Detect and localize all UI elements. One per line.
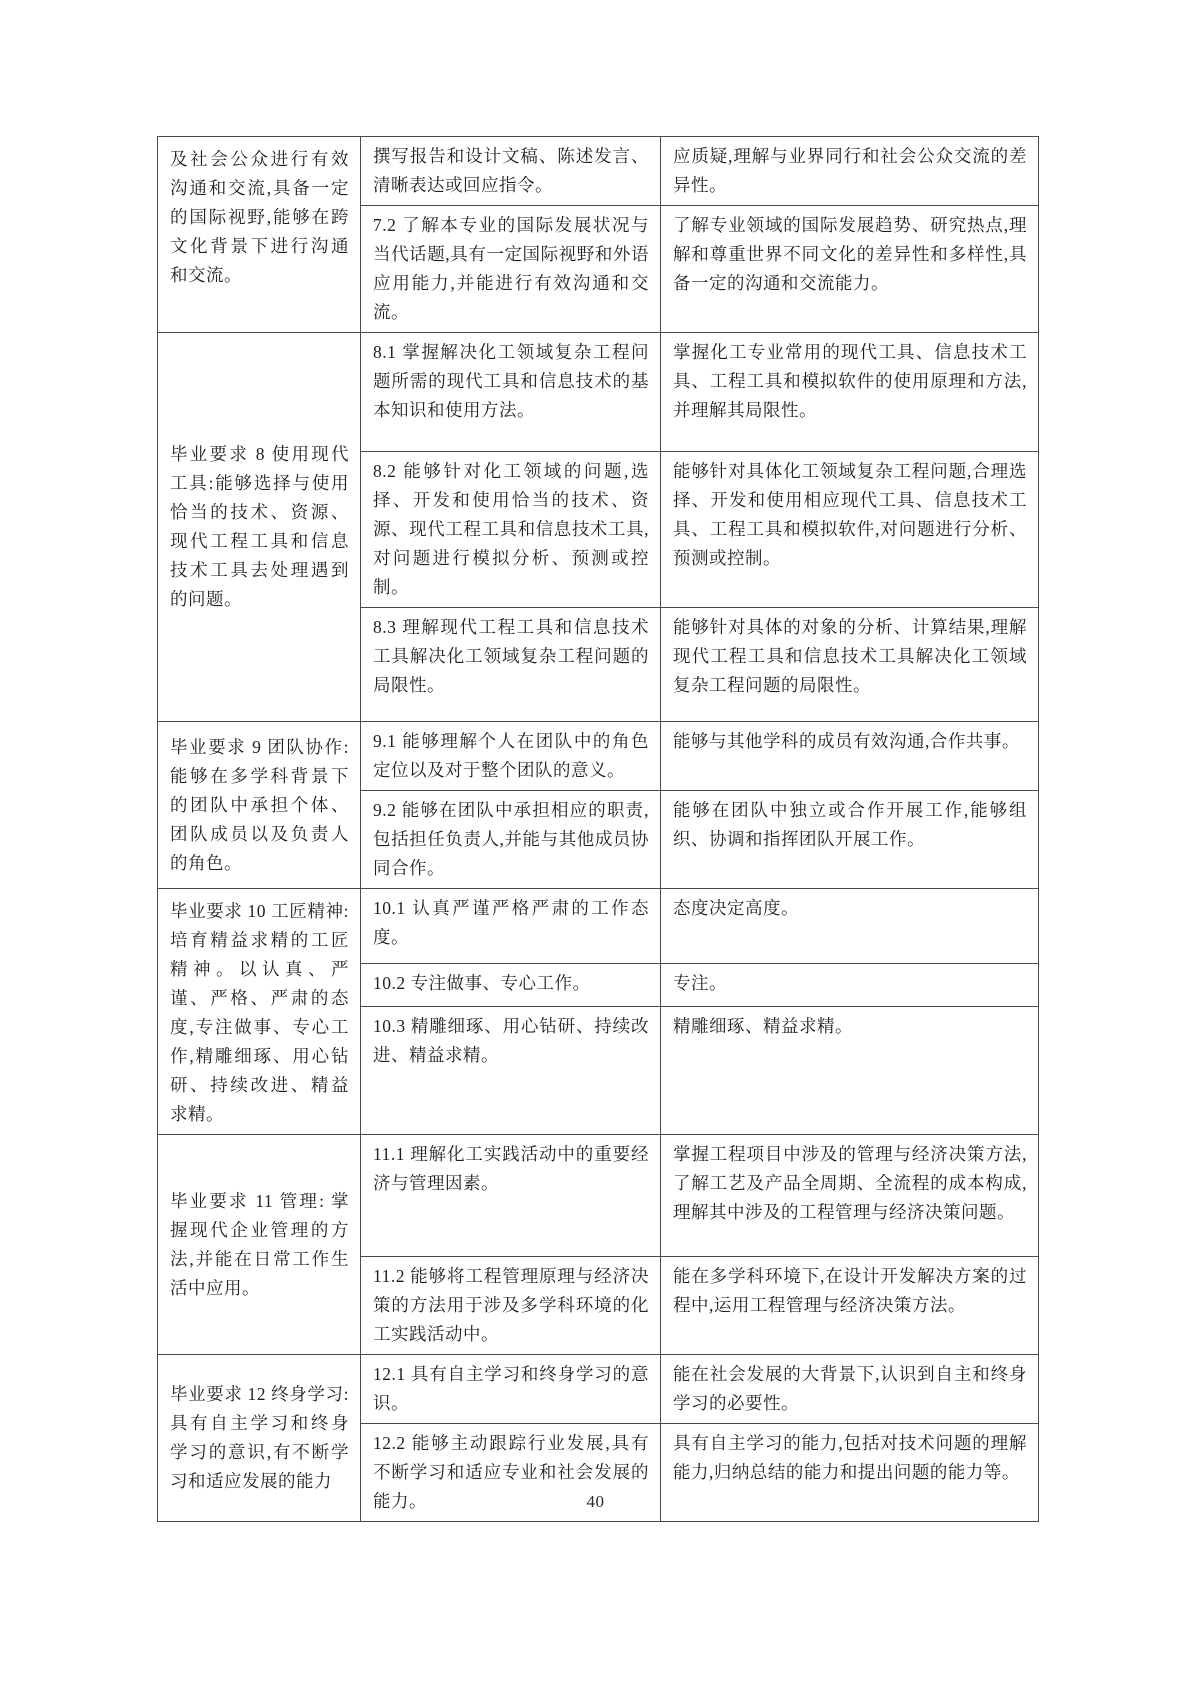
page-number: 40 bbox=[586, 1492, 605, 1511]
indicator-8-2-cell: 8.2 能够针对化工领域的问题,选择、开发和使用恰当的技术、资源、现代工程工具和信息技术工具,对问题进行模拟分析、预测或控制。 bbox=[361, 452, 661, 608]
standard-10-2-cell: 专注。 bbox=[661, 963, 1039, 1006]
indicator-12-1-cell: 12.1 具有自主学习和终身学习的意识。 bbox=[361, 1355, 661, 1424]
requirement-10-cell: 毕业要求 10 工匠精神:培育精益求精的工匠精神。以认真、严谨、严格、严肃的态度,专注做事、专心工作,精雕细琢、用心钻研、持续改进、精益求精。 bbox=[158, 889, 361, 1135]
indicator-10-1-cell: 10.1 认真严谨严格严肃的工作态度。 bbox=[361, 889, 661, 964]
indicator-11-2-cell: 11.2 能够将工程管理原理与经济决策的方法用于涉及多学科环境的化工实践活动中。 bbox=[361, 1257, 661, 1355]
indicator-7-2-cell: 7.2 了解本专业的国际发展状况与当代话题,具有一定国际视野和外语应用能力,并能进行有效沟通和交流。 bbox=[361, 206, 661, 333]
standard-9-1-cell: 能够与其他学科的成员有效沟通,合作共事。 bbox=[661, 722, 1039, 791]
indicator-10-3-cell: 10.3 精雕细琢、用心钻研、持续改进、精益求精。 bbox=[361, 1007, 661, 1135]
indicator-12-2-cell: 12.2 能够主动跟踪行业发展,具有不断学习和适应专业和社会发展的能力。 bbox=[361, 1424, 661, 1522]
requirement-7-cell: 及社会公众进行有效沟通和交流,具备一定的国际视野,能够在跨文化背景下进行沟通和交流。 bbox=[158, 137, 361, 333]
standard-8-3-cell: 能够针对具体的对象的分析、计算结果,理解现代工程工具和信息技术工具解决化工领域复杂工程问题的局限性。 bbox=[661, 608, 1039, 722]
indicator-11-1-cell: 11.1 理解化工实践活动中的重要经济与管理因素。 bbox=[361, 1135, 661, 1257]
standard-9-2-cell: 能够在团队中独立或合作开展工作,能够组织、协调和指挥团队开展工作。 bbox=[661, 791, 1039, 889]
requirement-7-group bbox=[158, 137, 1039, 333]
indicator-10-2-cell: 10.2 专注做事、专心工作。 bbox=[361, 963, 661, 1006]
requirement-8-group bbox=[158, 333, 1039, 722]
requirement-12-cell: 毕业要求 12 终身学习:具有自主学习和终身学习的意识,有不断学习和适应发展的能力 bbox=[158, 1355, 361, 1522]
standard-11-1-cell: 掌握工程项目中涉及的管理与经济决策方法,了解工艺及产品全周期、全流程的成本构成,理解其中涉及的工程管理与经济决策问题。 bbox=[661, 1135, 1039, 1257]
standard-8-2-cell: 能够针对具体化工领域复杂工程问题,合理选择、开发和使用相应现代工具、信息技术工具、工程工具和模拟软件,对问题进行分析、预测或控制。 bbox=[661, 452, 1039, 608]
requirement-8-cell: 毕业要求 8 使用现代工具:能够选择与使用恰当的技术、资源、现代工程工具和信息技术工具去处理遇到的问题。 bbox=[158, 333, 361, 722]
standard-7-2-cell: 了解专业领域的国际发展趋势、研究热点,理解和尊重世界不同文化的差异性和多样性,具备一定的沟通和交流能力。 bbox=[661, 206, 1039, 333]
requirement-9-group bbox=[158, 722, 1039, 889]
standard-11-2-cell: 能在多学科环境下,在设计开发解决方案的过程中,运用工程管理与经济决策方法。 bbox=[661, 1257, 1039, 1355]
indicator-7-1-cell: 撰写报告和设计文稿、陈述发言、清晰表达或回应指令。 bbox=[361, 137, 661, 206]
indicator-9-2-cell: 9.2 能够在团队中承担相应的职责,包括担任负责人,并能与其他成员协同合作。 bbox=[361, 791, 661, 889]
requirement-10-group bbox=[158, 889, 1039, 1135]
requirement-9-cell: 毕业要求 9 团队协作:能够在多学科背景下的团队中承担个体、团队成员以及负责人的角色。 bbox=[158, 722, 361, 889]
graduation-requirements-table bbox=[157, 136, 1039, 1522]
indicator-9-1-cell: 9.1 能够理解个人在团队中的角色定位以及对于整个团队的意义。 bbox=[361, 722, 661, 791]
standard-12-2-cell: 具有自主学习的能力,包括对技术问题的理解能力,归纳总结的能力和提出问题的能力等。 bbox=[661, 1424, 1039, 1522]
requirement-11-cell: 毕业要求 11 管理: 掌握现代企业管理的方法,并能在日常工作生活中应用。 bbox=[158, 1135, 361, 1355]
standard-12-1-cell: 能在社会发展的大背景下,认识到自主和终身学习的必要性。 bbox=[661, 1355, 1039, 1424]
standard-10-3-cell: 精雕细琢、精益求精。 bbox=[661, 1007, 1039, 1135]
standard-8-1-cell: 掌握化工专业常用的现代工具、信息技术工具、工程工具和模拟软件的使用原理和方法,并理解其局限性。 bbox=[661, 333, 1039, 452]
indicator-8-3-cell: 8.3 理解现代工程工具和信息技术工具解决化工领域复杂工程问题的局限性。 bbox=[361, 608, 661, 722]
standard-7-1-cell: 应质疑,理解与业界同行和社会公众交流的差异性。 bbox=[661, 137, 1039, 206]
standard-10-1-cell: 态度决定高度。 bbox=[661, 889, 1039, 964]
indicator-8-1-cell: 8.1 掌握解决化工领域复杂工程问题所需的现代工具和信息技术的基本知识和使用方法。 bbox=[361, 333, 661, 452]
requirement-11-group bbox=[158, 1135, 1039, 1355]
